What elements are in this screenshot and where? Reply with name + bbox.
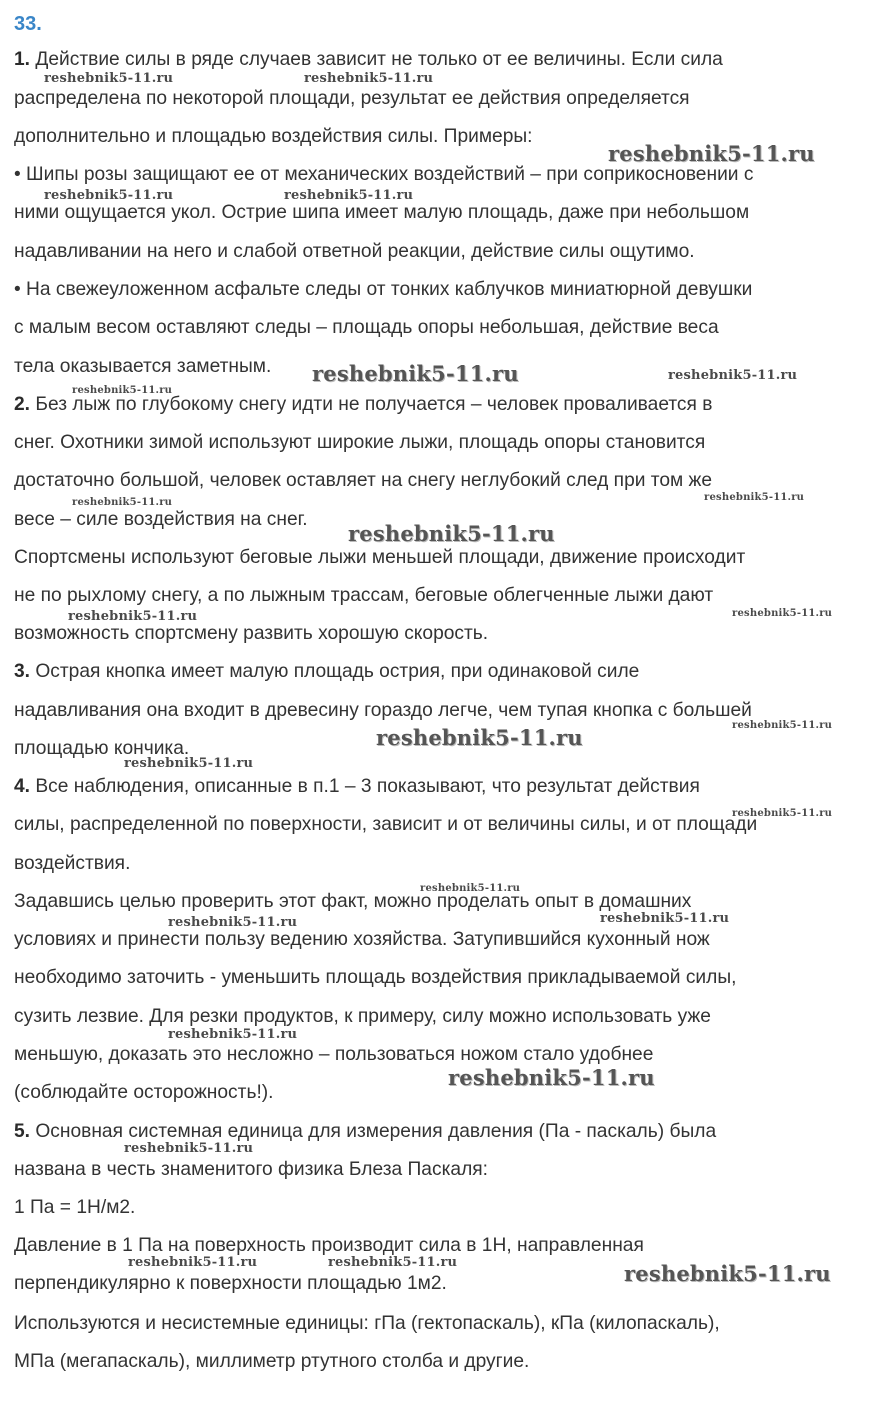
watermark: reshebnik5-11.ru [128, 1255, 258, 1270]
text-line [14, 966, 736, 990]
line-text: условиях и принести пользу ведению хозяйства. Затупившийся кухонный нож [14, 929, 710, 950]
text-line [14, 201, 749, 225]
line-text: надавливания она входит в древесину гораздо легче, чем тупая кнопка с большей [14, 700, 752, 721]
watermark: reshebnik5-11.ru [44, 188, 174, 203]
text-line [14, 469, 712, 493]
watermark: reshebnik5-11.ru [68, 609, 198, 624]
text-line [14, 163, 753, 187]
line-text: Все наблюдения, описанные в п.1 – 3 показывают, что результат действия [35, 776, 700, 797]
task-number: 33. [14, 13, 42, 35]
text-line [14, 125, 533, 149]
watermark: reshebnik5-11.ru [448, 1065, 655, 1090]
line-text: Давление в 1 Па на поверхность производит сила в 1Н, направленная [14, 1235, 644, 1256]
line-text: • На свежеуложенном асфальте следы от тонких каблучков миниатюрной девушки [14, 279, 753, 300]
watermark: reshebnik5-11.ru [168, 1027, 298, 1042]
line-text: Основная системная единица для измерения давления (Па - паскаль) была [35, 1121, 717, 1142]
line-text: воздействия. [14, 853, 131, 874]
line-text: снег. Охотники зимой используют широкие лыжи, площадь опоры становится [14, 432, 706, 453]
line-text: Используются и несистемные единицы: гПа (гектопаскаль), кПа (килопаскаль), [14, 1313, 720, 1334]
text-line [14, 87, 690, 111]
text-line [14, 240, 695, 264]
text-line [14, 1272, 447, 1296]
line-text: ними ощущается укол. Острие шипа имеет малую площадь, даже при небольшом [14, 202, 750, 223]
text-line [14, 355, 271, 379]
text-line [14, 431, 705, 455]
line-text: перпендикулярно к поверхности площадью 1м2. [14, 1273, 447, 1294]
watermark: reshebnik5-11.ru [420, 883, 521, 894]
watermark: reshebnik5-11.ru [348, 521, 555, 546]
watermark: reshebnik5-11.ru [124, 756, 254, 771]
watermark: reshebnik5-11.ru [72, 497, 173, 508]
line-text: распределена по некоторой площади, результат ее действия определяется [14, 88, 690, 109]
text-line [14, 852, 130, 876]
line-text: Спортсмены используют беговые лыжи меньшей площади, движение происходит [14, 547, 746, 568]
text-line [14, 584, 713, 608]
line-text: (соблюдайте осторожность!). [14, 1082, 274, 1103]
text-line [14, 316, 719, 340]
text-line [14, 48, 723, 72]
item-number: 1. [14, 49, 31, 70]
watermark: reshebnik5-11.ru [284, 188, 414, 203]
watermark: reshebnik5-11.ru [376, 725, 583, 750]
watermark: reshebnik5-11.ru [732, 608, 833, 619]
item-number: 3. [14, 661, 31, 682]
text-line [14, 1350, 529, 1374]
watermark: reshebnik5-11.ru [168, 915, 298, 930]
item-number: 4. [14, 776, 31, 797]
text-line [14, 546, 745, 570]
watermark: reshebnik5-11.ru [600, 911, 730, 926]
text-line [14, 622, 488, 646]
text-line [14, 1120, 716, 1144]
line-text: Острая кнопка имеет малую площадь острия, при одинаковой силе [35, 661, 640, 682]
item-number: 2. [14, 394, 31, 415]
line-text: надавливании на него и слабой ответной реакции, действие силы ощутимо. [14, 241, 695, 262]
watermark: reshebnik5-11.ru [732, 808, 833, 819]
text-line [14, 775, 700, 799]
text-line [14, 508, 308, 532]
watermark: reshebnik5-11.ru [304, 71, 434, 86]
text-line [14, 1005, 711, 1029]
text-line [14, 813, 757, 837]
line-text: сузить лезвие. Для резки продуктов, к примеру, силу можно использовать уже [14, 1006, 711, 1027]
watermark: reshebnik5-11.ru [44, 71, 174, 86]
watermark: reshebnik5-11.ru [732, 720, 833, 731]
text-line [14, 660, 639, 684]
line-text: 1 Па = 1Н/м2. [14, 1197, 136, 1218]
watermark: reshebnik5-11.ru [668, 368, 798, 383]
line-text: МПа (мегапаскаль), миллиметр ртутного столба и другие. [14, 1351, 530, 1372]
text-line [14, 1196, 135, 1220]
text-line [14, 1043, 653, 1067]
line-text: весе – силе воздействия на снег. [14, 509, 308, 530]
line-text: Действие силы в ряде случаев зависит не только от ее величины. Если сила [35, 49, 723, 70]
line-text: достаточно большой, человек оставляет на снегу неглубокий след при том же [14, 470, 713, 491]
line-text: площадью кончика. [14, 738, 190, 759]
text-line [14, 928, 710, 952]
watermark: reshebnik5-11.ru [72, 385, 173, 396]
line-text: не по рыхлому снегу, а по лыжным трассам, беговые облегченные лыжи дают [14, 585, 714, 606]
watermark: reshebnik5-11.ru [624, 1261, 831, 1286]
text-line [14, 1081, 274, 1105]
line-text: тела оказывается заметным. [14, 356, 272, 377]
watermark: reshebnik5-11.ru [704, 492, 805, 503]
line-text: • Шипы розы защищают ее от механических воздействий – при соприкосновении с [14, 164, 754, 185]
text-line [14, 1312, 720, 1336]
text-line [14, 278, 752, 302]
line-text: возможность спортсмену развить хорошую скорость. [14, 623, 489, 644]
line-text: названа в честь знаменитого физика Блеза Паскаля: [14, 1159, 488, 1180]
text-line [14, 890, 691, 914]
text-line [14, 1158, 488, 1182]
watermark: reshebnik5-11.ru [608, 141, 815, 166]
watermark: reshebnik5-11.ru [312, 361, 519, 386]
item-number: 5. [14, 1121, 31, 1142]
line-text: необходимо заточить - уменьшить площадь воздействия прикладываемой силы, [14, 967, 737, 988]
line-text: Без лыж по глубокому снегу идти не получается – человек проваливается в [35, 394, 713, 415]
watermark: reshebnik5-11.ru [124, 1141, 254, 1156]
line-text: силы, распределенной по поверхности, зависит и от величины силы, и от площади [14, 814, 758, 835]
line-text: Задавшись целью проверить этот факт, можно проделать опыт в домашних [14, 891, 692, 912]
line-text: с малым весом оставляют следы – площадь опоры небольшая, действие веса [14, 317, 719, 338]
watermark: reshebnik5-11.ru [328, 1255, 458, 1270]
line-text: дополнительно и площадью воздействия силы. Примеры: [14, 126, 533, 147]
line-text: меньшую, доказать это несложно – пользоваться ножом стало удобнее [14, 1044, 654, 1065]
text-line [14, 699, 752, 723]
